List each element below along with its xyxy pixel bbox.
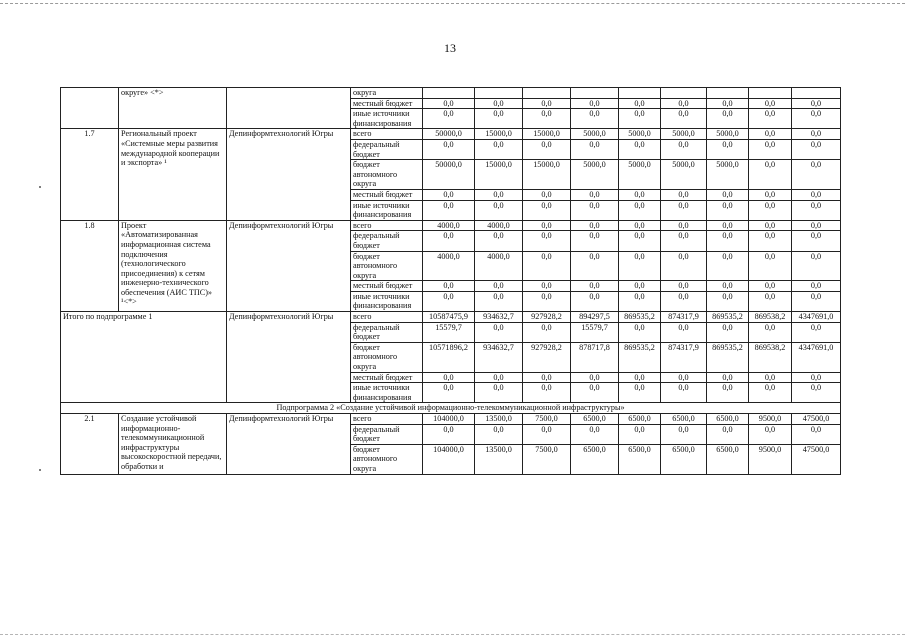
top-border-line bbox=[0, 3, 905, 4]
amount-cell: 0,0 bbox=[619, 291, 661, 311]
amount-cell: 0,0 bbox=[661, 372, 707, 383]
amount-cell: 5000,0 bbox=[571, 160, 619, 190]
amount-cell: 869535,2 bbox=[707, 342, 749, 372]
amount-cell: 0,0 bbox=[475, 383, 523, 403]
amount-cell: 0,0 bbox=[423, 189, 475, 200]
amount-cell: 0,0 bbox=[619, 189, 661, 200]
measure-name: округе» <*> bbox=[119, 88, 227, 129]
amount-cell: 894297,5 bbox=[571, 312, 619, 323]
funding-source: бюджет автономного округа bbox=[351, 444, 423, 474]
amount-cell: 0,0 bbox=[475, 322, 523, 342]
amount-cell: 10587475,9 bbox=[423, 312, 475, 323]
table-row bbox=[61, 312, 841, 323]
funding-source: всего bbox=[351, 414, 423, 425]
amount-cell: 0,0 bbox=[475, 139, 523, 159]
amount-cell: 0,0 bbox=[792, 322, 841, 342]
amount-cell: 874317,9 bbox=[661, 342, 707, 372]
amount-cell: 0,0 bbox=[523, 322, 571, 342]
amount-cell: 0,0 bbox=[571, 424, 619, 444]
amount-cell: 0,0 bbox=[571, 231, 619, 251]
amount-cell: 7500,0 bbox=[523, 414, 571, 425]
amount-cell: 0,0 bbox=[749, 160, 792, 190]
amount-cell: 0,0 bbox=[571, 98, 619, 109]
funding-source: всего bbox=[351, 312, 423, 323]
amount-cell: 4000,0 bbox=[475, 251, 523, 281]
amount-cell bbox=[749, 88, 792, 99]
amount-cell: 0,0 bbox=[661, 139, 707, 159]
amount-cell: 0,0 bbox=[792, 231, 841, 251]
amount-cell: 0,0 bbox=[792, 220, 841, 231]
funding-source: местный бюджет bbox=[351, 281, 423, 292]
table-row bbox=[61, 88, 841, 99]
amount-cell: 0,0 bbox=[475, 291, 523, 311]
amount-cell: 0,0 bbox=[423, 291, 475, 311]
amount-cell: 934632,7 bbox=[475, 342, 523, 372]
funding-source: всего bbox=[351, 220, 423, 231]
amount-cell: 0,0 bbox=[571, 251, 619, 281]
bottom-border-line bbox=[0, 634, 905, 635]
amount-cell: 0,0 bbox=[523, 231, 571, 251]
budget-table bbox=[60, 87, 841, 475]
amount-cell: 0,0 bbox=[619, 220, 661, 231]
amount-cell: 927928,2 bbox=[523, 342, 571, 372]
amount-cell: 0,0 bbox=[749, 129, 792, 140]
amount-cell: 0,0 bbox=[792, 109, 841, 129]
amount-cell: 0,0 bbox=[661, 189, 707, 200]
amount-cell: 5000,0 bbox=[571, 129, 619, 140]
funding-source: местный бюджет bbox=[351, 372, 423, 383]
amount-cell: 0,0 bbox=[792, 139, 841, 159]
amount-cell: 0,0 bbox=[661, 424, 707, 444]
amount-cell: 0,0 bbox=[423, 139, 475, 159]
amount-cell: 47500,0 bbox=[792, 444, 841, 474]
amount-cell: 0,0 bbox=[792, 383, 841, 403]
margin-dot bbox=[39, 469, 41, 471]
amount-cell: 6500,0 bbox=[661, 414, 707, 425]
amount-cell: 869538,2 bbox=[749, 312, 792, 323]
table-row bbox=[61, 129, 841, 140]
amount-cell: 0,0 bbox=[619, 139, 661, 159]
funding-source: федеральный бюджет bbox=[351, 424, 423, 444]
amount-cell: 0,0 bbox=[661, 98, 707, 109]
amount-cell: 878717,8 bbox=[571, 342, 619, 372]
amount-cell bbox=[523, 88, 571, 99]
funding-source: федеральный бюджет bbox=[351, 322, 423, 342]
amount-cell: 0,0 bbox=[792, 372, 841, 383]
amount-cell: 4347691,0 bbox=[792, 312, 841, 323]
amount-cell: 0,0 bbox=[707, 424, 749, 444]
amount-cell: 0,0 bbox=[707, 281, 749, 292]
amount-cell: 0,0 bbox=[707, 372, 749, 383]
amount-cell: 50000,0 bbox=[423, 129, 475, 140]
amount-cell: 15000,0 bbox=[475, 160, 523, 190]
amount-cell: 9500,0 bbox=[749, 414, 792, 425]
amount-cell: 869538,2 bbox=[749, 342, 792, 372]
amount-cell: 6500,0 bbox=[571, 414, 619, 425]
amount-cell: 0,0 bbox=[661, 322, 707, 342]
amount-cell: 0,0 bbox=[792, 189, 841, 200]
margin-dot bbox=[39, 186, 41, 188]
amount-cell: 0,0 bbox=[523, 281, 571, 292]
amount-cell: 0,0 bbox=[523, 220, 571, 231]
amount-cell: 0,0 bbox=[749, 322, 792, 342]
amount-cell: 0,0 bbox=[707, 139, 749, 159]
amount-cell bbox=[423, 88, 475, 99]
amount-cell: 0,0 bbox=[619, 424, 661, 444]
amount-cell: 0,0 bbox=[475, 109, 523, 129]
amount-cell: 0,0 bbox=[749, 189, 792, 200]
amount-cell: 0,0 bbox=[619, 200, 661, 220]
item-number: 1.7 bbox=[61, 129, 119, 220]
amount-cell: 0,0 bbox=[707, 291, 749, 311]
amount-cell: 0,0 bbox=[661, 383, 707, 403]
amount-cell: 869535,2 bbox=[707, 312, 749, 323]
amount-cell: 47500,0 bbox=[792, 414, 841, 425]
funding-source: иные источники финансирования bbox=[351, 291, 423, 311]
amount-cell: 0,0 bbox=[571, 189, 619, 200]
funding-source: округа bbox=[351, 88, 423, 99]
funding-source: федеральный бюджет bbox=[351, 139, 423, 159]
amount-cell: 0,0 bbox=[423, 231, 475, 251]
executor: Депинформтехнологий Югры bbox=[227, 129, 351, 220]
amount-cell: 0,0 bbox=[619, 322, 661, 342]
amount-cell: 0,0 bbox=[423, 281, 475, 292]
amount-cell: 5000,0 bbox=[661, 160, 707, 190]
amount-cell: 0,0 bbox=[749, 220, 792, 231]
amount-cell: 0,0 bbox=[707, 251, 749, 281]
amount-cell: 0,0 bbox=[523, 424, 571, 444]
amount-cell: 0,0 bbox=[792, 160, 841, 190]
amount-cell: 6500,0 bbox=[707, 414, 749, 425]
funding-source: местный бюджет bbox=[351, 189, 423, 200]
amount-cell: 0,0 bbox=[619, 251, 661, 281]
amount-cell: 4347691,0 bbox=[792, 342, 841, 372]
amount-cell: 9500,0 bbox=[749, 444, 792, 474]
amount-cell: 934632,7 bbox=[475, 312, 523, 323]
amount-cell: 0,0 bbox=[749, 109, 792, 129]
subprogram-header-row bbox=[61, 403, 841, 414]
amount-cell: 0,0 bbox=[707, 200, 749, 220]
amount-cell: 874317,9 bbox=[661, 312, 707, 323]
amount-cell: 0,0 bbox=[707, 98, 749, 109]
funding-source: бюджет автономного округа bbox=[351, 342, 423, 372]
funding-source: федеральный бюджет bbox=[351, 231, 423, 251]
amount-cell: 0,0 bbox=[707, 109, 749, 129]
amount-cell: 6500,0 bbox=[619, 444, 661, 474]
amount-cell: 0,0 bbox=[523, 109, 571, 129]
amount-cell: 0,0 bbox=[475, 281, 523, 292]
amount-cell: 0,0 bbox=[707, 189, 749, 200]
amount-cell: 10571896,2 bbox=[423, 342, 475, 372]
amount-cell: 0,0 bbox=[707, 322, 749, 342]
amount-cell: 869535,2 bbox=[619, 312, 661, 323]
amount-cell: 6500,0 bbox=[619, 414, 661, 425]
amount-cell: 5000,0 bbox=[707, 129, 749, 140]
amount-cell: 0,0 bbox=[661, 200, 707, 220]
amount-cell: 0,0 bbox=[749, 231, 792, 251]
amount-cell: 0,0 bbox=[792, 98, 841, 109]
amount-cell: 0,0 bbox=[423, 424, 475, 444]
amount-cell: 0,0 bbox=[475, 98, 523, 109]
amount-cell: 0,0 bbox=[661, 231, 707, 251]
amount-cell: 0,0 bbox=[571, 139, 619, 159]
executor: Депинформтехнологий Югры bbox=[227, 414, 351, 475]
amount-cell: 15000,0 bbox=[475, 129, 523, 140]
amount-cell: 15000,0 bbox=[523, 160, 571, 190]
amount-cell: 927928,2 bbox=[523, 312, 571, 323]
table-row bbox=[61, 220, 841, 231]
amount-cell: 0,0 bbox=[619, 109, 661, 129]
amount-cell: 0,0 bbox=[619, 383, 661, 403]
funding-source: местный бюджет bbox=[351, 98, 423, 109]
amount-cell: 5000,0 bbox=[707, 160, 749, 190]
amount-cell: 0,0 bbox=[792, 291, 841, 311]
item-number bbox=[61, 88, 119, 129]
amount-cell bbox=[475, 88, 523, 99]
amount-cell: 13500,0 bbox=[475, 444, 523, 474]
amount-cell: 0,0 bbox=[475, 231, 523, 251]
amount-cell: 4000,0 bbox=[475, 220, 523, 231]
amount-cell: 0,0 bbox=[571, 200, 619, 220]
amount-cell: 0,0 bbox=[523, 200, 571, 220]
amount-cell: 0,0 bbox=[523, 189, 571, 200]
amount-cell: 15000,0 bbox=[523, 129, 571, 140]
amount-cell: 0,0 bbox=[707, 383, 749, 403]
amount-cell: 0,0 bbox=[423, 372, 475, 383]
amount-cell: 7500,0 bbox=[523, 444, 571, 474]
table-body bbox=[61, 88, 841, 475]
amount-cell: 0,0 bbox=[523, 251, 571, 281]
total-label: Итого по подпрограмме 1 bbox=[61, 312, 227, 403]
amount-cell: 104000,0 bbox=[423, 444, 475, 474]
amount-cell bbox=[707, 88, 749, 99]
amount-cell: 4000,0 bbox=[423, 251, 475, 281]
amount-cell: 0,0 bbox=[423, 383, 475, 403]
amount-cell: 0,0 bbox=[749, 291, 792, 311]
amount-cell: 104000,0 bbox=[423, 414, 475, 425]
amount-cell: 0,0 bbox=[571, 220, 619, 231]
amount-cell: 5000,0 bbox=[619, 129, 661, 140]
amount-cell bbox=[792, 88, 841, 99]
amount-cell: 0,0 bbox=[523, 98, 571, 109]
amount-cell: 0,0 bbox=[749, 424, 792, 444]
amount-cell: 15579,7 bbox=[423, 322, 475, 342]
funding-source: иные источники финансирования bbox=[351, 383, 423, 403]
amount-cell: 0,0 bbox=[571, 281, 619, 292]
amount-cell: 0,0 bbox=[423, 200, 475, 220]
executor: Депинформтехнологий Югры bbox=[227, 220, 351, 311]
amount-cell: 0,0 bbox=[523, 383, 571, 403]
page-number: 13 bbox=[444, 41, 456, 55]
amount-cell: 0,0 bbox=[475, 200, 523, 220]
amount-cell bbox=[571, 88, 619, 99]
funding-source: всего bbox=[351, 129, 423, 140]
amount-cell: 0,0 bbox=[661, 220, 707, 231]
amount-cell: 0,0 bbox=[749, 372, 792, 383]
amount-cell: 0,0 bbox=[619, 231, 661, 251]
amount-cell: 0,0 bbox=[619, 281, 661, 292]
amount-cell: 0,0 bbox=[792, 281, 841, 292]
amount-cell: 13500,0 bbox=[475, 414, 523, 425]
amount-cell: 0,0 bbox=[571, 109, 619, 129]
measure-name: Проект «Автоматизированная информационная система подключения (технологического присоединения) к сетям инженерно-технического обеспечения (АИС ТПС)» ¹<*> bbox=[119, 220, 227, 311]
amount-cell: 15579,7 bbox=[571, 322, 619, 342]
amount-cell: 0,0 bbox=[707, 231, 749, 251]
amount-cell: 5000,0 bbox=[619, 160, 661, 190]
amount-cell: 6500,0 bbox=[571, 444, 619, 474]
amount-cell: 0,0 bbox=[571, 372, 619, 383]
amount-cell: 0,0 bbox=[423, 109, 475, 129]
amount-cell: 50000,0 bbox=[423, 160, 475, 190]
amount-cell: 5000,0 bbox=[661, 129, 707, 140]
amount-cell: 0,0 bbox=[661, 281, 707, 292]
executor: Депинформтехнологий Югры bbox=[227, 312, 351, 403]
amount-cell bbox=[661, 88, 707, 99]
amount-cell: 869535,2 bbox=[619, 342, 661, 372]
funding-source: бюджет автономного округа bbox=[351, 160, 423, 190]
amount-cell: 0,0 bbox=[749, 139, 792, 159]
amount-cell: 0,0 bbox=[661, 251, 707, 281]
measure-name: Региональный проект «Системные меры развития международной кооперации и экспорта» ¹ bbox=[119, 129, 227, 220]
funding-source: иные источники финансирования bbox=[351, 109, 423, 129]
amount-cell: 0,0 bbox=[792, 129, 841, 140]
amount-cell: 0,0 bbox=[619, 98, 661, 109]
amount-cell: 0,0 bbox=[423, 98, 475, 109]
amount-cell: 0,0 bbox=[749, 281, 792, 292]
amount-cell: 0,0 bbox=[749, 383, 792, 403]
amount-cell: 0,0 bbox=[475, 189, 523, 200]
amount-cell: 0,0 bbox=[707, 220, 749, 231]
amount-cell: 0,0 bbox=[571, 291, 619, 311]
amount-cell: 0,0 bbox=[523, 139, 571, 159]
amount-cell: 0,0 bbox=[571, 383, 619, 403]
measure-name: Создание устойчивой информационно-телекоммуникационной инфраструктуры высокоскоростной передачи, обработки и bbox=[119, 414, 227, 475]
amount-cell: 0,0 bbox=[523, 291, 571, 311]
item-number: 1.8 bbox=[61, 220, 119, 311]
amount-cell: 0,0 bbox=[749, 200, 792, 220]
funding-source: иные источники финансирования bbox=[351, 200, 423, 220]
amount-cell: 0,0 bbox=[792, 200, 841, 220]
amount-cell: 0,0 bbox=[749, 98, 792, 109]
amount-cell: 0,0 bbox=[475, 372, 523, 383]
amount-cell bbox=[619, 88, 661, 99]
amount-cell: 0,0 bbox=[475, 424, 523, 444]
amount-cell: 0,0 bbox=[792, 251, 841, 281]
amount-cell: 0,0 bbox=[792, 424, 841, 444]
amount-cell: 0,0 bbox=[661, 291, 707, 311]
table-row bbox=[61, 414, 841, 425]
amount-cell: 6500,0 bbox=[661, 444, 707, 474]
amount-cell: 0,0 bbox=[661, 109, 707, 129]
item-number: 2.1 bbox=[61, 414, 119, 475]
amount-cell: 4000,0 bbox=[423, 220, 475, 231]
executor bbox=[227, 88, 351, 129]
amount-cell: 6500,0 bbox=[707, 444, 749, 474]
subprogram-title: Подпрограмма 2 «Создание устойчивой информационно-телекоммуникационной инфраструктуры» bbox=[61, 403, 841, 414]
funding-source: бюджет автономного округа bbox=[351, 251, 423, 281]
amount-cell: 0,0 bbox=[749, 251, 792, 281]
amount-cell: 0,0 bbox=[619, 372, 661, 383]
amount-cell: 0,0 bbox=[523, 372, 571, 383]
